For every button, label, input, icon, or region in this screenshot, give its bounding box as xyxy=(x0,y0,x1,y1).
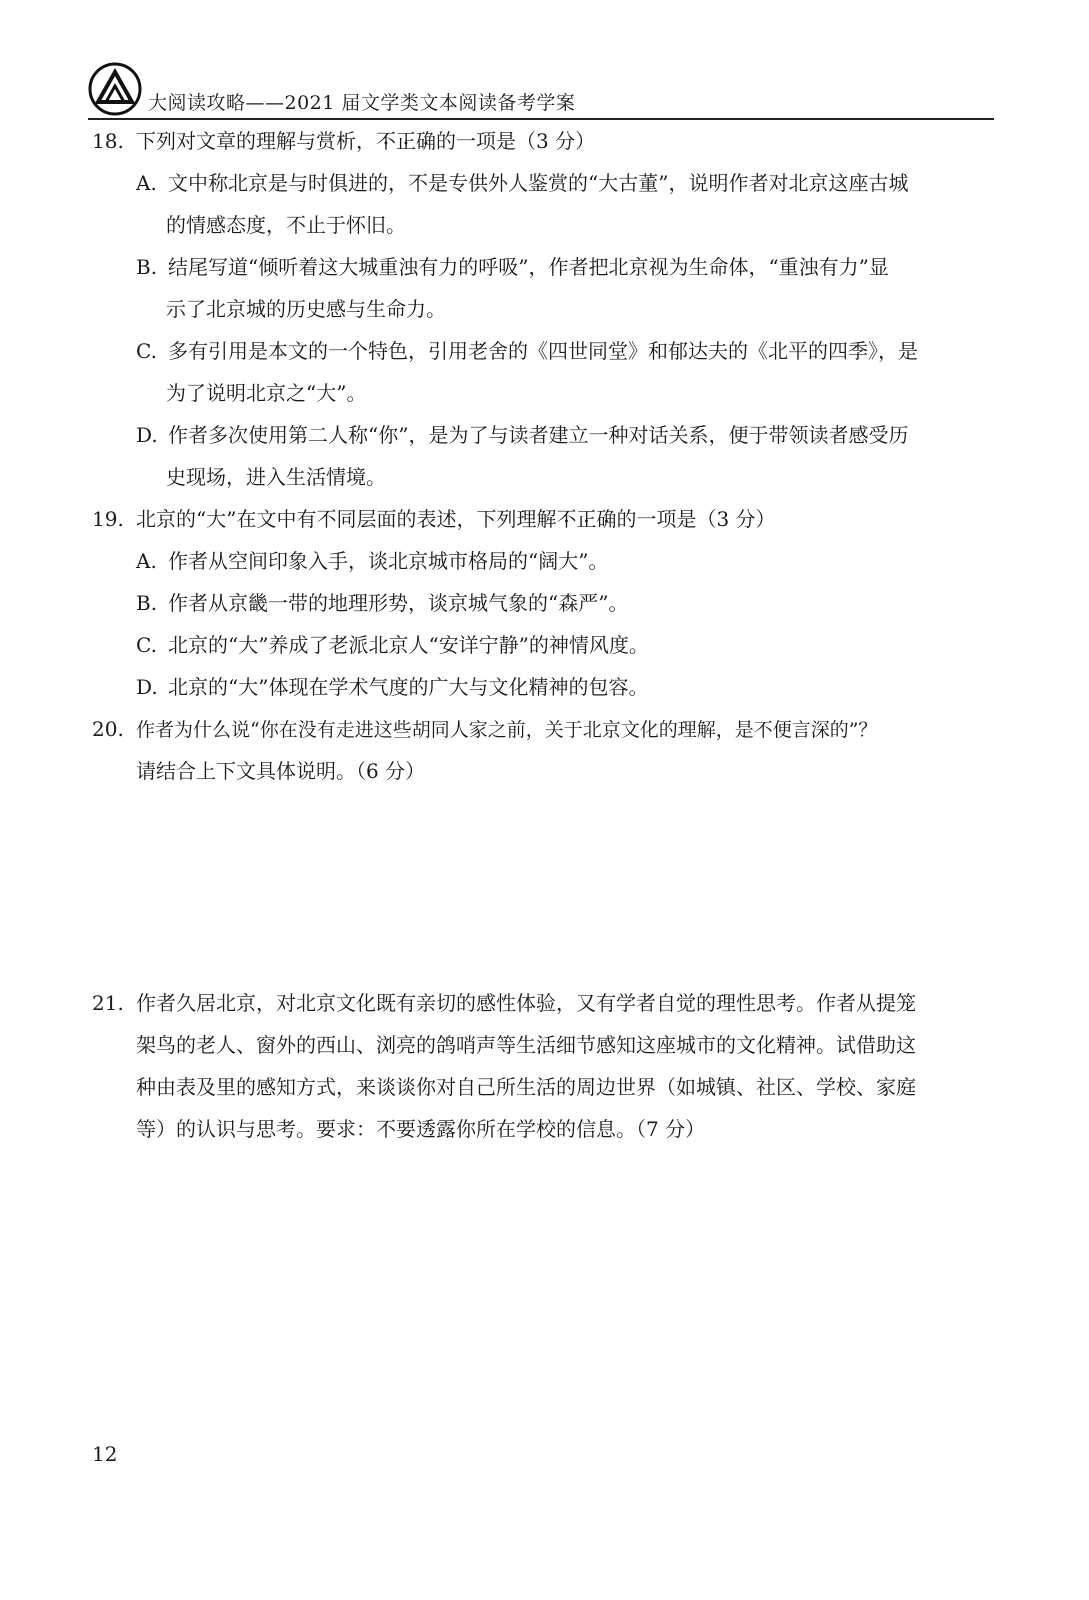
page-header xyxy=(88,62,994,118)
option-letter: A. xyxy=(136,171,157,195)
emphasis-char: 不 • xyxy=(556,498,576,540)
question-number: 20. xyxy=(92,717,124,741)
option-19-c xyxy=(136,624,649,666)
option-18-a xyxy=(136,162,908,204)
option-text: 文中称北京是与时俱进的，不是专供外人鉴赏的“大古董”，说明作者对北京这座古城 xyxy=(168,171,909,195)
question-20-cont: 请结合上下文具体说明。（6 分） xyxy=(136,759,426,783)
option-18-c xyxy=(136,330,918,372)
option-18-c-cont: 为了说明北京之“大”。 xyxy=(166,381,367,405)
emphasis-char: 确 • xyxy=(416,120,436,162)
option-text: 北京的“大”养成了老派北京人“安详宁静”的神情风度。 xyxy=(168,633,649,657)
option-letter: C. xyxy=(136,339,157,363)
option-letter: B. xyxy=(136,591,158,615)
page-number: 12 xyxy=(92,1442,118,1466)
stem-text: 北京的“大”在文中有不同层面的表述，下列理解 xyxy=(136,507,557,531)
option-18-d-cont: 史现场，进入生活情境。 xyxy=(166,465,386,489)
option-text: 多有引用是本文的一个特色，引用老舍的《四世同堂》和郁达夫的《北平的四季》，是 xyxy=(168,339,918,363)
question-18-stem xyxy=(92,120,595,162)
question-number: 21. xyxy=(92,991,124,1015)
stem-text: 作者为什么说“你在没有走进这些胡同人家之前，关于北京文化的理解，是不便言深的”？ xyxy=(136,719,878,741)
emphasis-char: 正 • xyxy=(396,120,416,162)
option-letter: D. xyxy=(136,423,158,447)
question-21-stem xyxy=(92,982,916,1024)
stem-text: 下列对文章的理解与赏析， xyxy=(136,129,376,153)
option-text: 北京的“大”体现在学术气度的广大与文化精神的包容。 xyxy=(168,675,649,699)
question-21-line3: 种由表及里的感知方式，来谈谈你对自己所生活的周边世界（如城镇、社区、学校、家庭 xyxy=(136,1075,916,1099)
option-letter: D. xyxy=(136,675,158,699)
option-text: 结尾写道“倾听着这大城重浊有力的呼吸”，作者把北京视为生命体，“重浊有力”显 xyxy=(168,255,889,279)
emphasis-char: 确 • xyxy=(596,498,616,540)
option-18-b xyxy=(136,246,889,288)
option-text: 作者从京畿一带的地理形势，谈京城气象的“森严”。 xyxy=(168,591,629,615)
option-18-a-cont: 的情感态度，不止于怀旧。 xyxy=(166,213,406,237)
stem-text: 的一项是（3 分） xyxy=(436,129,596,153)
option-19-b xyxy=(136,582,628,624)
header-title: 大阅读攻略——2021 届文学类文本阅读备考学案 xyxy=(148,92,576,114)
option-letter: A. xyxy=(136,549,157,573)
option-19-d xyxy=(136,666,648,708)
question-21-line2: 架鸟的老人、窗外的西山、浏亮的鸽哨声等生活细节感知这座城市的文化精神。试借助这 xyxy=(136,1033,916,1057)
question-number: 18. xyxy=(92,129,124,153)
option-text: 作者从空间印象入手，谈北京城市格局的“阔大”。 xyxy=(168,549,609,573)
emphasis-char: 不 • xyxy=(376,120,396,162)
option-19-a xyxy=(136,540,608,582)
option-18-d xyxy=(136,414,908,456)
question-20-stem xyxy=(92,708,877,751)
emphasis-char: 正 • xyxy=(576,498,596,540)
logo-icon xyxy=(88,62,142,116)
option-letter: C. xyxy=(136,633,157,657)
stem-text: 作者久居北京，对北京文化既有亲切的感性体验，又有学者自觉的理性思考。作者从提笼 xyxy=(136,991,916,1015)
question-21-line4: 等）的认识与思考。要求：不要透露你所在学校的信息。（7 分） xyxy=(136,1117,706,1141)
option-letter: B. xyxy=(136,255,158,279)
question-19-stem xyxy=(92,498,776,540)
option-18-b-cont: 示了北京城的历史感与生命力。 xyxy=(166,297,446,321)
stem-text: 的一项是（3 分） xyxy=(616,507,776,531)
question-number: 19. xyxy=(92,507,124,531)
option-text: 作者多次使用第二人称“你”，是为了与读者建立一种对话关系，便于带领读者感受历 xyxy=(168,423,909,447)
